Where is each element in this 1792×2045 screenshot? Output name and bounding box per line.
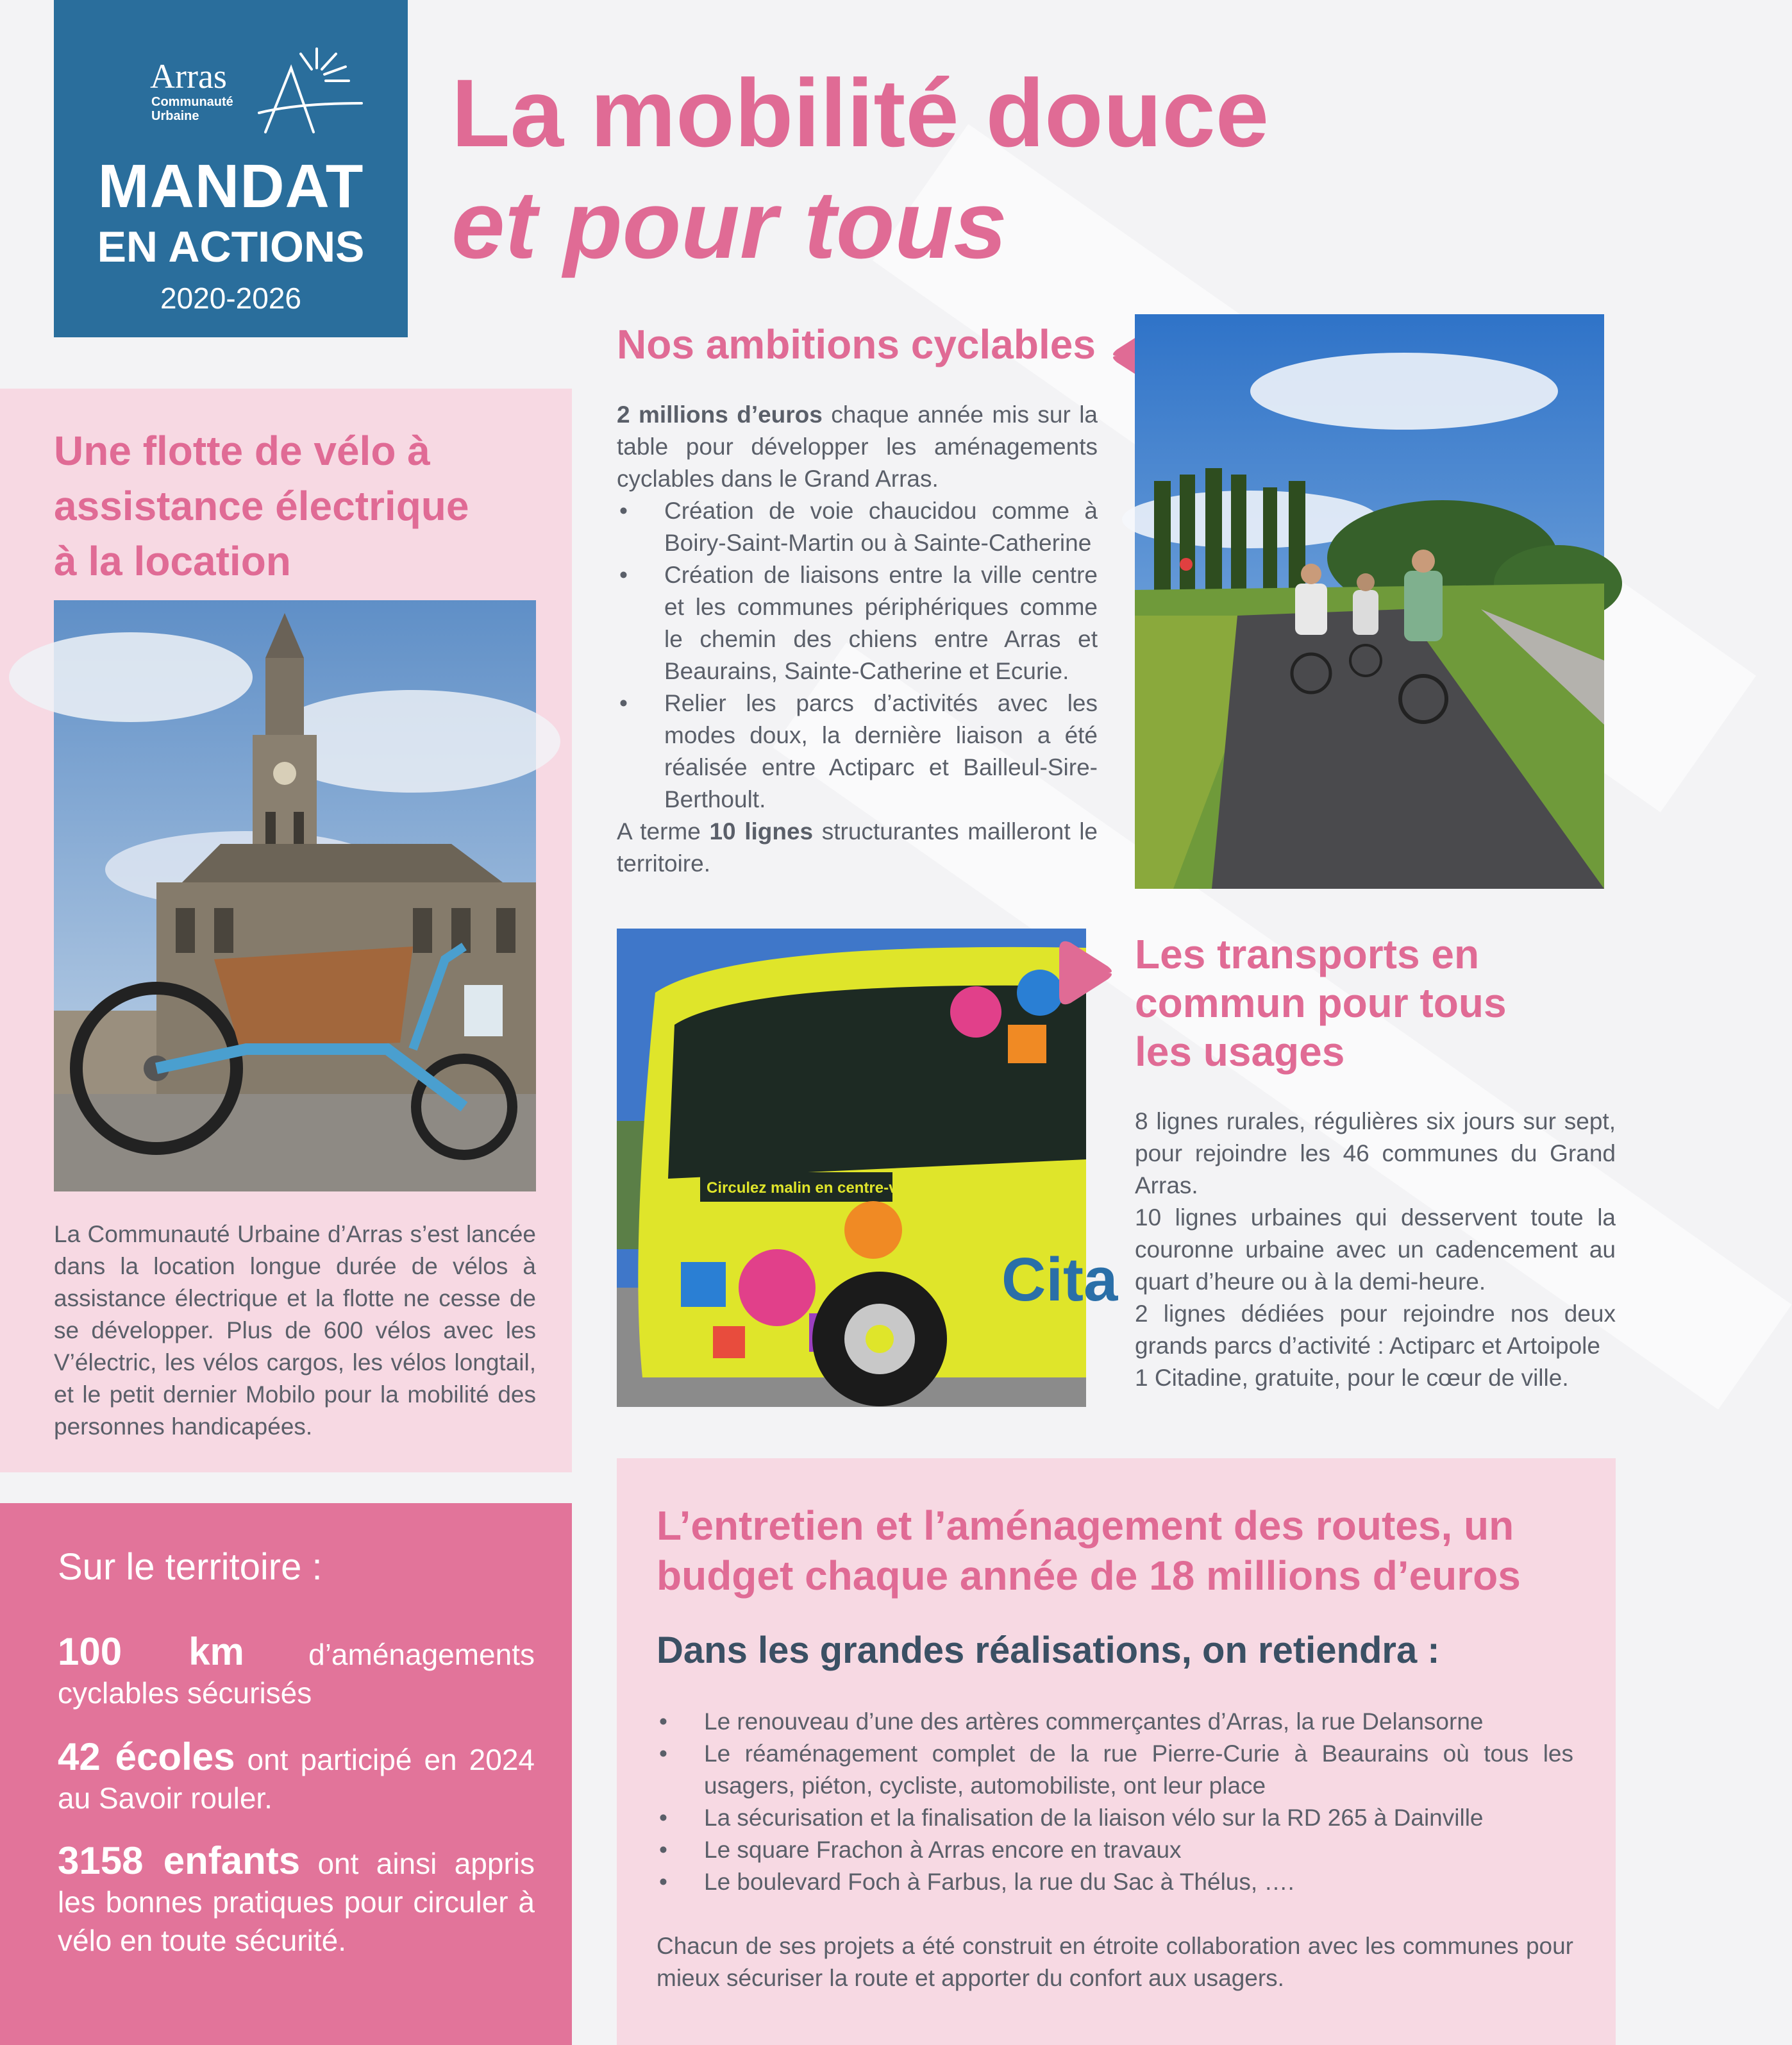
flotte-heading-line3: à la location xyxy=(54,538,291,584)
stat-km-value: 100 km xyxy=(58,1630,244,1673)
logo-en-actions: EN ACTIONS xyxy=(97,223,365,271)
logo-subtitle xyxy=(151,95,233,123)
transports-heading-line2: commun pour tous xyxy=(1135,980,1507,1026)
ambitions-list xyxy=(617,495,1098,816)
routes-conclusion: Chacun de ses projets a été construit en étroite collaboration avec les communes pour mieux sécuriser la route et apporter du confort aux usagers. xyxy=(657,1933,1573,1991)
ambitions-outro-pre: A terme xyxy=(617,818,710,845)
ambitions-intro-rest: chaque année mis sur la table pour développer les aménagements cyclables dans le Grand Arras. xyxy=(617,401,1098,492)
bus-brand-text: Cita xyxy=(1001,1245,1118,1314)
transports-heading-line3: les usages xyxy=(1135,1029,1345,1075)
list-item: • Création de liaisons entre la ville centre et les communes périphériques comme le chemin des chiens entre Arras et Beaurains, Sainte-Catherine et Ecurie. xyxy=(617,559,1098,687)
page-title-line1: La mobilité douce xyxy=(451,59,1269,167)
logo-years: 2020-2026 xyxy=(160,282,301,315)
transports-heading xyxy=(1135,930,1622,1076)
stat-enfants-text: ont ainsi appris les bonnes pratiques pour circuler à vélo en toute sécurité. xyxy=(58,1847,535,1957)
mandat-logo-block xyxy=(54,0,408,337)
list-item: • Création de voie chaucidou comme à Boiry-Saint-Martin ou à Sainte-Catherine xyxy=(617,495,1098,559)
logo-brand: Arras xyxy=(150,57,227,96)
logo-mandat: MANDAT xyxy=(97,152,364,221)
stat-km xyxy=(58,1630,535,1712)
list-item: • Le boulevard Foch à Farbus, la rue du Sac à Thélus, …. xyxy=(657,1866,1573,1898)
pointer-triangle-icon xyxy=(1058,938,1116,1008)
transports-heading-line1: Les transports en xyxy=(1135,931,1480,977)
stat-ecoles-value: 42 écoles xyxy=(58,1735,235,1778)
transport-line: 2 lignes dédiées pour rejoindre nos deux grands parcs d’activité : Actiparc et Artoipole xyxy=(1135,1300,1616,1359)
citadine-bus-photo xyxy=(617,929,1118,1407)
ambitions-intro-bold: 2 millions d’euros xyxy=(617,401,823,428)
realisations-list xyxy=(657,1706,1573,1898)
stats-title: Sur le territoire : xyxy=(58,1546,322,1588)
list-item: • Relier les parcs d’activités avec les modes doux, la dernière liaison a été réalisée entre Actiparc et Bailleul-Sire-Berthoult. xyxy=(617,687,1098,816)
ambitions-outro-bold: 10 lignes xyxy=(709,818,814,845)
ambitions-outro xyxy=(617,816,1098,880)
cyclists-path-photo xyxy=(1135,314,1604,889)
transport-line: 1 Citadine, gratuite, pour le cœur de ville. xyxy=(1135,1365,1569,1391)
logo-subtitle-line1: Communauté xyxy=(151,95,233,109)
flotte-heading-line2: assistance électrique xyxy=(54,483,469,529)
ambitions-heading: Nos ambitions cyclables xyxy=(617,321,1096,367)
stat-km-text: d’aménagements cyclables sécurisés xyxy=(58,1638,535,1710)
list-item: • La sécurisation et la finalisation de la liaison vélo sur la RD 265 à Dainville xyxy=(657,1802,1573,1834)
stat-ecoles-text: ont participé en 2024 au Savoir rouler. xyxy=(58,1743,535,1815)
bus-banner-text: Circulez malin en centre-ville ! xyxy=(707,1179,928,1197)
logo-subtitle-line2: Urbaine xyxy=(151,109,199,123)
list-item: • Le renouveau d’une des artères commerçantes d’Arras, la rue Delansorne xyxy=(657,1706,1573,1738)
stat-enfants-value: 3158 enfants xyxy=(58,1839,301,1882)
ambitions-outro-rest: structurantes mailleront le territoire. xyxy=(617,818,1098,877)
page-title-line2: et pour tous xyxy=(451,171,1007,278)
stat-enfants xyxy=(58,1839,535,1960)
ambitions-intro xyxy=(617,399,1098,495)
flotte-heading-line1: Une flotte de vélo à xyxy=(54,428,430,474)
routes-heading: L’entretien et l’aménagement des routes, un budget chaque année de 18 millions d’euros xyxy=(657,1502,1521,1599)
transports-text xyxy=(1135,1106,1616,1394)
sun-logo-icon xyxy=(253,42,368,139)
ambitions-text xyxy=(617,399,1098,880)
cargo-bike-belfry-photo xyxy=(54,600,536,1191)
transport-line: 8 lignes rurales, régulières six jours sur sept, pour rejoindre les 46 communes du Grand Arras. xyxy=(1135,1108,1616,1199)
list-item: • Le square Frachon à Arras encore en travaux xyxy=(657,1834,1573,1866)
transport-line: 10 lignes urbaines qui desservent toute la couronne urbaine avec un cadencement au quart d’heure ou à la demi-heure. xyxy=(1135,1204,1616,1295)
realisations-subheading: Dans les grandes réalisations, on retiendra : xyxy=(657,1629,1440,1671)
list-item: • Le réaménagement complet de la rue Pierre-Curie à Beaurains où tous les usagers, piéton, cycliste, automobiliste, ont leur place xyxy=(657,1738,1573,1802)
stat-ecoles xyxy=(58,1735,535,1817)
flotte-heading xyxy=(54,423,554,589)
flotte-paragraph: La Communauté Urbaine d’Arras s’est lancée dans la location longue durée de vélos à assistance électrique et la flotte ne cesse de se développer. Plus de 600 vélos avec les V’électric, les vélos cargos, les vélos longtail, et le petit dernier Mobilo pour la mobilité des personnes handicapées. xyxy=(54,1221,536,1440)
